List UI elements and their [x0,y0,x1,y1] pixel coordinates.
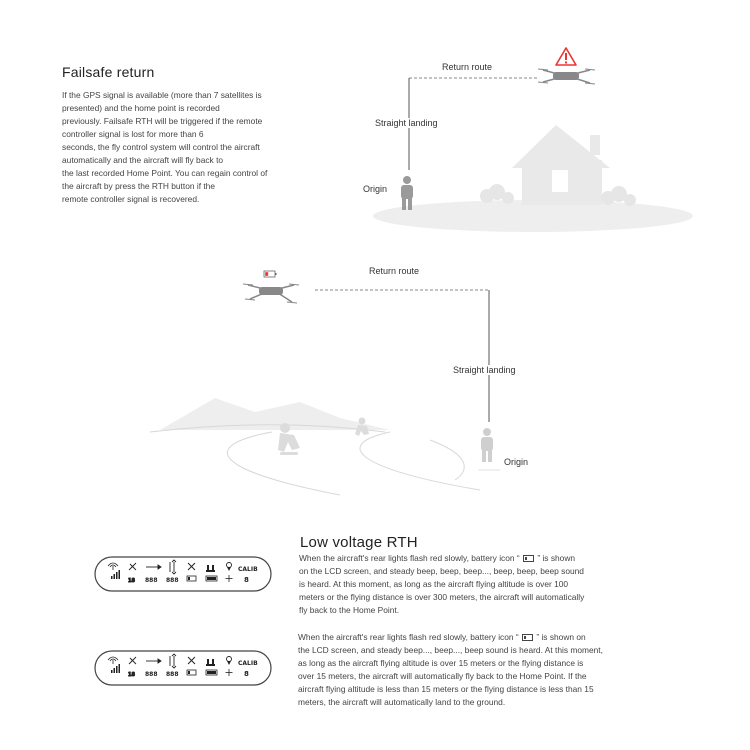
house-illustration [512,125,610,205]
failsafe-title: Failsafe return [62,64,155,80]
text-line: When the aircraft's rear lights flash red slowly, battery icon “ ” is shown [299,553,576,563]
text-line: on the LCD screen, and steady beep, beep, beep..., beep, beep, beep sound [299,566,584,576]
text-line: When the aircraft's rear lights flash red slowly, battery icon “ ” is shown on [298,632,586,642]
altitude-readout: 888 [166,577,179,584]
text-line: If the GPS signal is available (more than 7 satellites is [62,90,262,100]
altitude-readout: 888 [166,671,179,678]
drone-icon [243,284,299,303]
calib-digit: 8 [244,576,249,584]
text-line: previously. Failsafe RTH will be triggered if the remote [62,116,263,126]
calib-label: CALIB [238,566,258,573]
text-line: meters, the aircraft will automatically land to the ground. [298,697,506,707]
low-battery-icon [264,271,277,277]
text-line: fly back to the Home Point. [299,605,400,615]
house-door [552,170,568,192]
text-line: aircraft flying altitude is less than 15 meters or the flying distance is less than 15 [298,684,594,694]
origin-label: Origin [363,184,388,194]
person-icon [401,176,413,210]
text-line: over 15 meters, the aircraft will automatically fly back to the Home Point. If the [298,671,587,681]
svg-text:18: 18 [128,672,135,678]
drone-icon [538,69,595,84]
battery-icon [522,634,533,641]
text-line: is heard. At this moment, as long as the aircraft flying altitude is over 100 [299,579,569,589]
road-curve-far [430,440,464,480]
text-line: controller signal is lost for more than 6 [62,129,204,139]
text-line: as long as the aircraft flying altitude is over 15 meters or the flying distance is [298,658,584,668]
distance-readout: 888 [145,577,158,584]
text-line: the last recorded Home Point. You can regain control of [62,168,268,178]
text-line: remote controller signal is recovered. [62,194,200,204]
straight-landing-label: Straight landing [453,365,516,375]
warning-triangle-icon [556,48,576,65]
text-line: presented) and the home point is recorded [62,103,220,113]
text-line: meters or the flying distance is over 300 meters, the aircraft will automatically [299,592,585,602]
text-line: the LCD screen, and steady beep..., beep..., beep sound is heard. At this moment, [298,645,603,655]
battery-icon [523,555,534,562]
road-curve-right [360,432,480,490]
svg-text:18: 18 [128,578,135,584]
calib-digit: 8 [244,670,249,678]
return-route-label: Return route [369,266,420,276]
lcd-panel [95,651,271,685]
calib-label: CALIB [238,660,258,667]
low-voltage-paragraph-1 [299,552,584,617]
origin-label: Origin [504,457,529,467]
distance-readout: 888 [145,671,158,678]
low-voltage-title: Low voltage RTH [300,534,418,551]
text-line: automatically and the aircraft will fly back to [62,155,224,165]
low-voltage-paragraph-2 [298,631,603,709]
person-icon [481,428,493,462]
return-route-label: Return route [442,62,493,72]
text-line: seconds, the fly control system will control the aircraft [62,142,260,152]
straight-landing-label: Straight landing [375,118,438,128]
text-line: the aircraft by press the RTH button if the [62,181,215,191]
lcd-panel [95,557,271,591]
